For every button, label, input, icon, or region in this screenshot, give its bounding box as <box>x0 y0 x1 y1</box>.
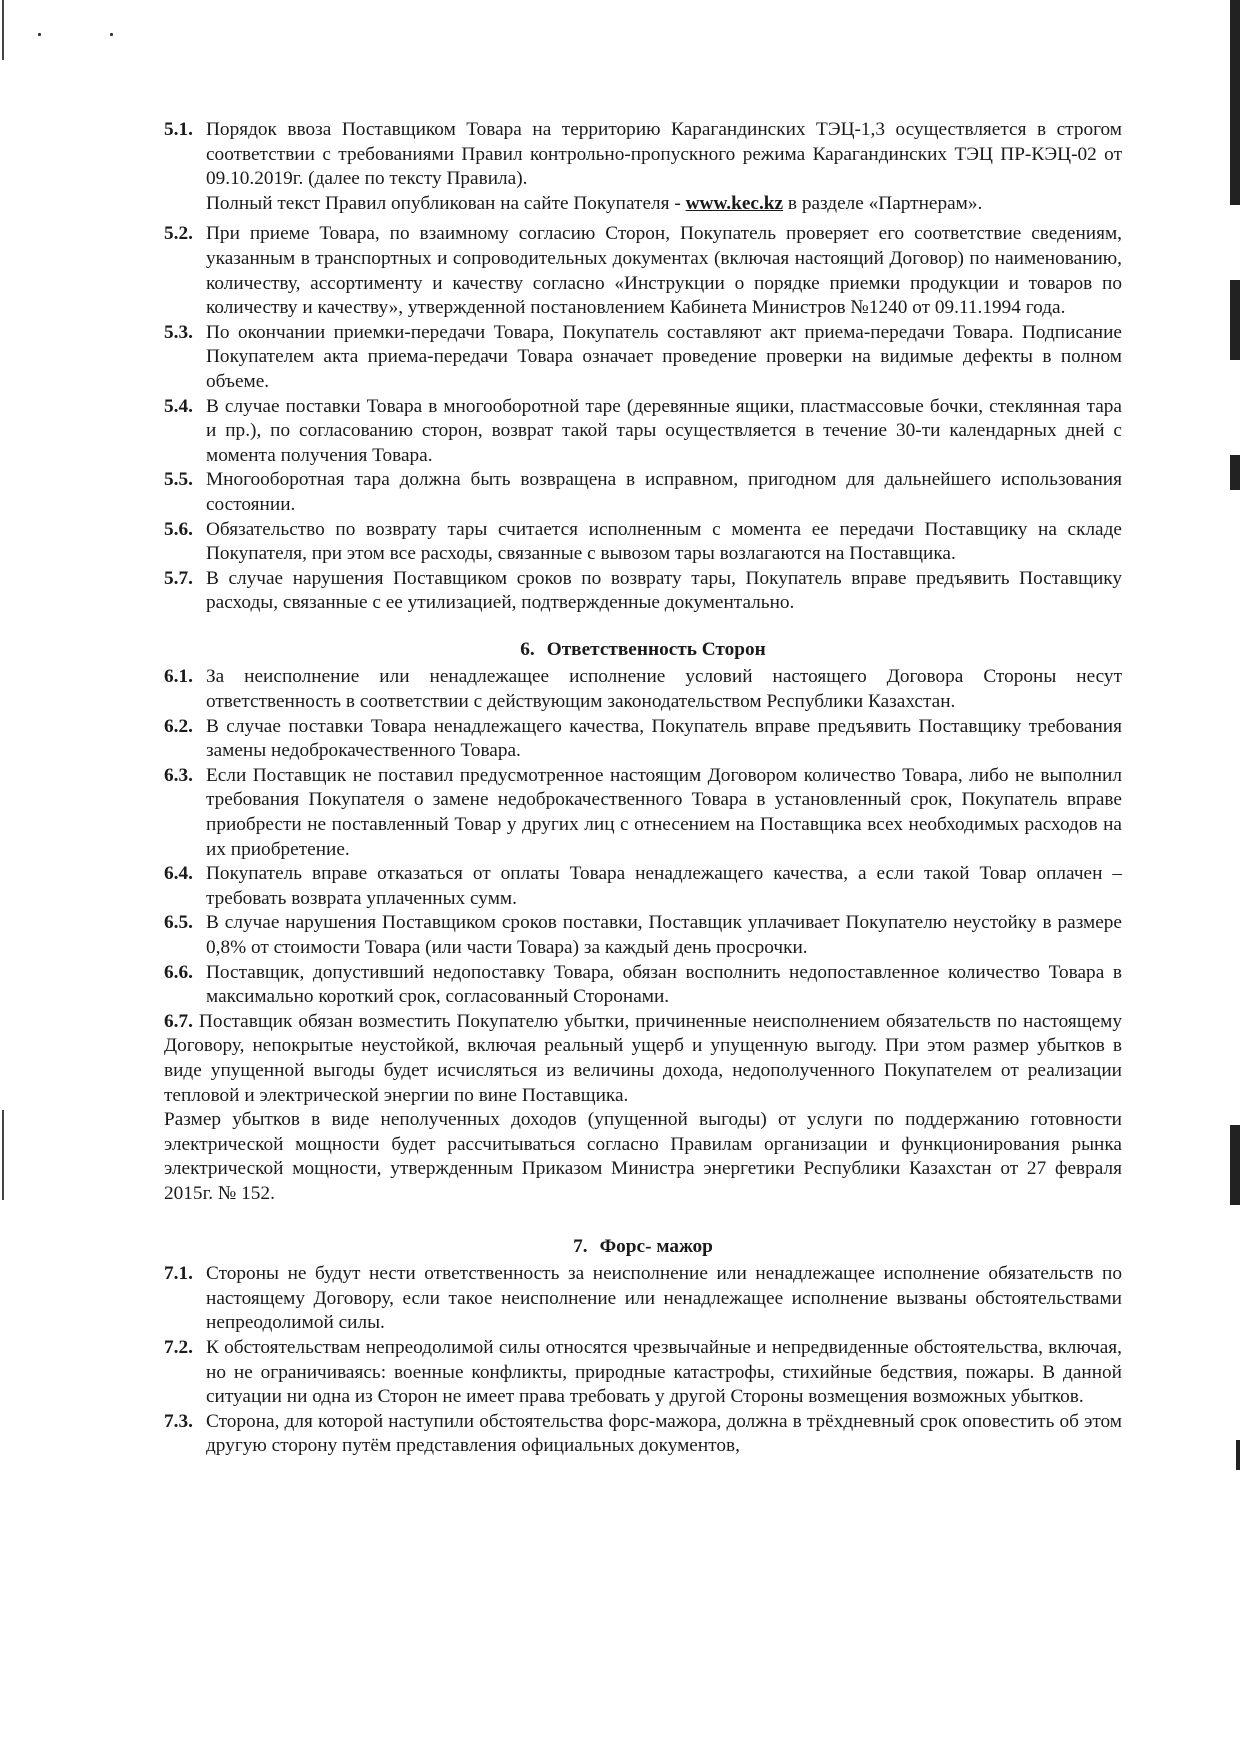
clause-number: 5.3. <box>164 321 193 343</box>
scan-edge-right <box>1230 1125 1240 1205</box>
clause-text: В случае поставки Товара ненадлежащего качества, Покупатель вправе предъявить Поставщику требования замены недоброкачественного Товара. <box>206 715 1122 762</box>
website-link[interactable]: www.kec.kz <box>685 192 784 214</box>
clause-6-1 <box>164 665 1122 714</box>
clause-number: 6.7. <box>164 1010 193 1032</box>
clause-5-6 <box>164 518 1122 567</box>
clause-text: Стороны не будут нести ответственность за неисполнение или ненадлежащее исполнение обязательств по настоящему Договору, если такое неисполнение или ненадлежащее исполнение вызваны обстоятельствами непреодолимой силы. <box>206 1263 1122 1334</box>
section-number: 7. <box>573 1235 588 1257</box>
paragraph-damages <box>164 1108 1122 1206</box>
clause-text: Покупатель вправе отказаться от оплаты Товара ненадлежащего качества, а если такой Товар оплачен – требовать возврата уплаченных сумм. <box>206 863 1122 909</box>
clause-text: По окончании приемки-передачи Товара, Покупатель составляют акт приема-передачи Товара. Подписание Покупателем акта приема-передачи Товара означает проведение проверки на видимые дефекты в полном объеме. <box>206 321 1122 392</box>
clause-number: 6.5. <box>164 912 193 934</box>
clause-text-part: Полный текст Правил опубликован на сайте Покупателя - <box>206 192 686 214</box>
scan-edge-left <box>2 1110 4 1200</box>
section-title: Ответственность Сторон <box>546 638 766 660</box>
clause-text: Поставщик, допустивший недопоставку Товара, обязан восполнить недопоставленное количество Товара в максимально короткий срок, согласованный Сторонами. <box>206 961 1122 1008</box>
clause-number: 7.3. <box>164 1410 193 1432</box>
clause-number: 5.5. <box>164 469 193 491</box>
scan-edge-right <box>1230 0 1240 205</box>
scan-edge-left <box>2 0 4 60</box>
clause-text-continued <box>206 192 1122 217</box>
clause-5-4 <box>164 395 1122 469</box>
clause-text: Обязательство по возврату тары считается исполненным с момента ее передачи Поставщику на складе Покупателя, при этом все расходы, связанные с вывозом тары возлагаются на Поставщика. <box>206 518 1122 565</box>
clause-number: 5.7. <box>164 567 193 589</box>
clause-text: Поставщик обязан возместить Покупателю убытки, причиненные неисполнением обязательств по настоящему Договору, непокрытые неустойкой, включая реальный ущерб и упущенную выгоду. При этом размер убытков в виде упущенной выгоды будет исчисляться из величины дохода, недополученного Покупателем от реализации тепловой и электрической энергии по вине Поставщика. <box>164 1010 1122 1106</box>
clause-5-2 <box>164 222 1122 320</box>
clause-text: При приеме Товара, по взаимному согласию Сторон, Покупатель проверяет его соответствие сведениям, указанным в транспортных и сопроводительных документах (включая настоящий Договор) по наименованию, количеству, ассортименту и качеству согласно «Инструкции о порядке приемки продукции и товаров по количеству и качеству», утвержденной постановлением Кабинета Министров №1240 от 09.11.1994 года. <box>206 223 1122 319</box>
clause-text: В случае нарушения Поставщиком сроков по возврату тары, Покупатель вправе предъявить Поставщику расходы, связанные с ее утилизацией, подтвержденные документально. <box>206 567 1122 614</box>
clause-7-2 <box>164 1336 1122 1410</box>
clause-6-3 <box>164 764 1122 862</box>
clause-7-1 <box>164 1262 1122 1336</box>
clause-number: 6.3. <box>164 764 193 786</box>
scan-edge-right <box>1230 280 1240 360</box>
section-heading-7 <box>164 1235 1122 1260</box>
clause-text: Многооборотная тара должна быть возвращена в исправном, пригодном для дальнейшего использования состоянии. <box>206 469 1122 515</box>
clause-5-7 <box>164 567 1122 616</box>
clause-5-1 <box>164 118 1122 216</box>
clause-number: 5.1. <box>164 119 193 140</box>
clause-text: За неисполнение или ненадлежащее исполнение условий настоящего Договора Стороны несут ответственность в соответствии с действующим законодательством Республики Казахстан. <box>206 666 1122 713</box>
scan-speck <box>110 33 113 36</box>
clause-number: 5.4. <box>164 395 193 417</box>
clause-number: 6.6. <box>164 961 193 983</box>
scan-edge-right <box>1230 455 1240 490</box>
section-heading-6 <box>164 638 1122 663</box>
clause-number: 6.2. <box>164 715 193 737</box>
section-title: Форс- мажор <box>599 1235 713 1257</box>
clause-7-3 <box>164 1410 1122 1459</box>
clause-number: 6.1. <box>164 666 193 688</box>
clause-6-6 <box>164 961 1122 1010</box>
clause-number: 5.6. <box>164 518 193 540</box>
clause-text: В случае поставки Товара в многооборотной таре (деревянные ящики, пластмассовые бочки, стеклянная тара и пр.), по согласованию сторон, возврат такой тары осуществляется в течение 30-ти календарных дней с момента получения Товара. <box>206 395 1122 466</box>
clause-text: В случае нарушения Поставщиком сроков поставки, Поставщик уплачивает Покупателю неустойку в размере 0,8% от стоимости Товара (или части Товара) за каждый день просрочки. <box>206 912 1122 958</box>
scan-speck <box>38 33 41 36</box>
document-body <box>164 118 1122 1459</box>
clause-number: 5.2. <box>164 223 193 245</box>
clause-6-5 <box>164 911 1122 960</box>
clause-text: Порядок ввоза Поставщиком Товара на территорию Карагандинских ТЭЦ-1,3 осуществляется в строгом соответствии с требованиями Правил контрольно-пропускного режима Карагандинских ТЭЦ ПР-КЭЦ-02 от 09.10.2019г. (далее по тексту Правила). <box>206 119 1122 190</box>
clause-number: 6.4. <box>164 863 193 885</box>
clause-text: К обстоятельствам непреодолимой силы относятся чрезвычайные и непредвиденные обстоятельства, включая, но не ограничиваясь: военные конфликты, природные катастрофы, стихийные бедствия, пожары. В данной ситуации ни одна из Сторон не имеет права требовать у другой Стороны возмещения возможных убытков. <box>206 1336 1122 1408</box>
clause-5-3 <box>164 321 1122 395</box>
clause-6-7 <box>164 1010 1122 1108</box>
clause-number: 7.2. <box>164 1336 193 1358</box>
clause-6-4 <box>164 862 1122 911</box>
clause-text: Если Поставщик не поставил предусмотренное настоящим Договором количество Товара, либо не выполнил требования Покупателя о замене недоброкачественного Товара в установленный срок, Покупатель вправе приобрести не поставленный Товар у других лиц с отнесением на Поставщика всех необходимых расходов на их приобретение. <box>206 764 1122 860</box>
clause-text: Сторона, для которой наступили обстоятельства форс-мажора, должна в трёхдневный срок оповестить об этом другую сторону путём представления официальных документов, <box>206 1410 1122 1457</box>
clause-6-2 <box>164 715 1122 764</box>
section-number: 6. <box>520 638 535 660</box>
scan-edge-right <box>1236 1440 1240 1470</box>
clause-5-5 <box>164 468 1122 517</box>
clause-text-part: в разделе «Партнерам». <box>783 192 983 214</box>
paragraph-text: Размер убытков в виде неполученных доходов (упущенной выгоды) от услуги по поддержанию готовности электрической мощности будет рассчитываться согласно Правилам организации и функционирования рынка электрической мощности, утвержденным Приказом Министра энергетики Республики Казахстан от 27 февраля 2015г. № 152. <box>164 1109 1122 1204</box>
clause-number: 7.1. <box>164 1263 193 1285</box>
